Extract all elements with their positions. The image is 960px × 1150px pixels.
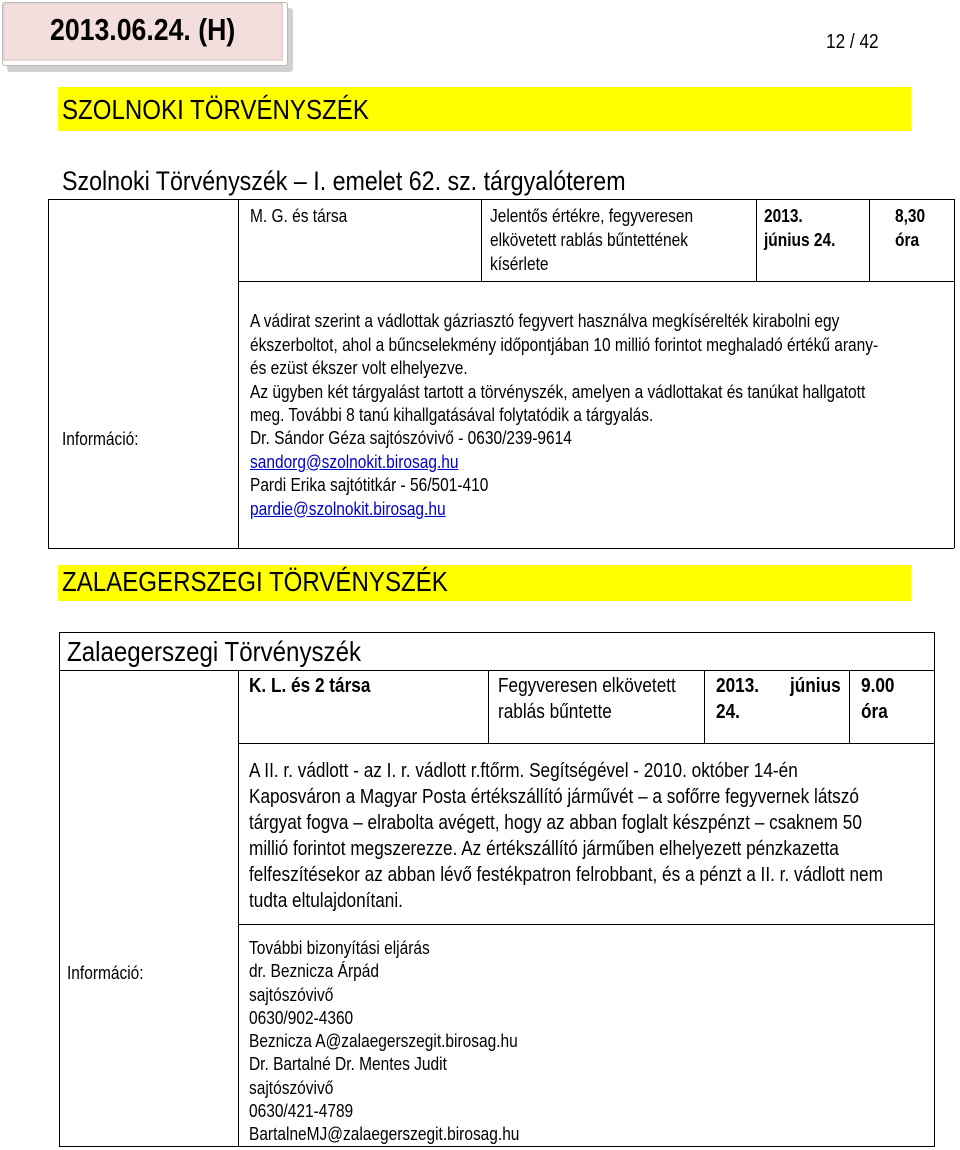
court-title-zala: ZALAEGERSZEGI TÖRVÉNYSZÉK: [62, 566, 448, 597]
case-description: A vádirat szerint a vádlottak gázriasztó fegyvert használva megkísérelték kirabolni egy ékszerboltot, ahol a bűncselekmény időpontjában 10 millió forintot meghaladó értékű arany- és ezüst ékszer volt elhelyezve. Az ügyben két tárgyalást tartott a törvényszék, amelyen a vádlottakat és tanúkat hallgatott meg. További 8 tanú kihallgatásával folytatódik a tárgyalás.: [250, 311, 879, 425]
table-row-divider: [238, 281, 954, 282]
contact-block: További bizonyítási eljárás dr. Beznicza Árpád sajtószóvivő 0630/902-4360 Beznicza A@zalaegerszegit.birosag.hu Dr. Bartalné Dr. Mentes Judit sajtószóvivő 0630/421-4789 BartalneMJ@zalaegerszegit.birosag.hu: [249, 938, 520, 1145]
table-col-divider: [869, 199, 870, 281]
table-row-divider: [238, 743, 935, 744]
location-szolnok: Szolnoki Törvényszék – I. emelet 62. sz. tárgyalóterem: [62, 166, 626, 196]
case-parties: K. L. és 2 társa: [249, 675, 371, 697]
info-label: Információ:: [67, 963, 144, 983]
case-charge: Jelentős értékre, fegyveresen elkövetett rablás bűntettének kísérlete: [490, 206, 694, 274]
table-bottom-border: [48, 548, 954, 549]
case-parties: M. G. és társa: [250, 206, 348, 226]
table-row-divider: [59, 670, 935, 671]
case-time: 8,30 óra: [895, 206, 926, 250]
location-zala: Zalaegerszegi Törvényszék: [67, 636, 362, 667]
table-col-divider: [756, 199, 757, 281]
case-date: 24.: [716, 701, 740, 723]
page-number: 12 / 42: [826, 31, 879, 53]
email-link[interactable]: sandorg@szolnokit.birosag.hu: [250, 451, 459, 472]
case-charge: Fegyveresen elkövetett rablás bűntette: [498, 675, 676, 723]
case-time: 9.00 óra: [861, 675, 895, 723]
case-description: A II. r. vádlott - az I. r. vádlott r.ftőrm. Segítségével - 2010. október 14-én Kaposváron a Magyar Posta értékszállító járművét – a sofőrre fegyvernek látszó tárgyat fogva – elrabolta avégett, hogy az abban foglalt készpénzt – csaknem 50 millió forintot megszerezze. Az értékszállító járműben elhelyezett pénzkazetta felfeszítésekor az abban lévő festékpatron felrobbant, és a pénzt a II. r. vádlott nem tudta eltulajdonítani.: [249, 760, 883, 912]
table-row-divider: [238, 924, 935, 925]
info-label: Információ:: [62, 429, 139, 449]
table-left-border: [48, 199, 49, 548]
case-date: 2013.: [716, 675, 760, 697]
case-date: 2013. június 24.: [764, 206, 836, 250]
table-col-divider: [238, 670, 239, 1147]
page-date: 2013.06.24. (H): [50, 12, 236, 47]
table-col-divider: [238, 199, 239, 548]
contact-block: Dr. Sándor Géza sajtószóvivő - 0630/239-9614 sandorg@szolnokit.birosag.hu Pardi Erika sajtótitkár - 56/501-410 pardie@szolnokit.birosag.hu: [250, 427, 624, 521]
table-col-divider: [488, 670, 489, 743]
email-link[interactable]: pardie@szolnokit.birosag.hu: [250, 498, 446, 519]
table-col-divider: [849, 670, 850, 743]
table-top-border: [48, 199, 954, 200]
case-date: június: [790, 675, 841, 697]
table-col-divider: [481, 199, 482, 281]
court-title-szolnok: SZOLNOKI TÖRVÉNYSZÉK: [62, 94, 369, 125]
